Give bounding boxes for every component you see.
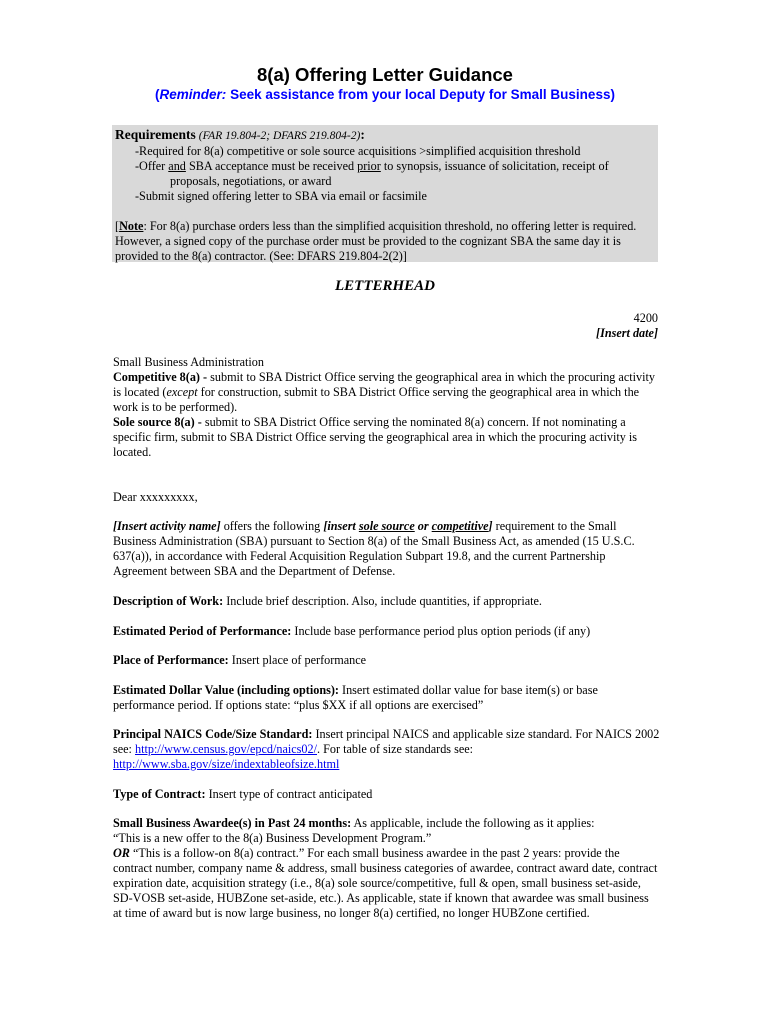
type-of-contract: [113, 787, 660, 802]
period-of-performance: [113, 624, 660, 639]
description-of-work: [113, 594, 660, 609]
note-text: : For 8(a) purchase orders less than the simplified acquisition threshold, no offering letter is required. However, a signed copy of the purchase order must be provided to the cognizant SBA the same day it is provided to the 8(a) contractor. (See: DFARS 219.804-2(2)]: [115, 219, 637, 263]
naics-t1: Insert principal NAICS and applicable size standard. For NAICS 2002 see:: [113, 727, 660, 756]
intro-or: or: [414, 519, 432, 533]
naics-t2: . For table of size standards see:: [317, 742, 474, 756]
requirement-item-1: -Required for 8(a) competitive or sole source acquisitions >simplified acquisition threshold: [135, 144, 581, 158]
requirements-cite: (FAR 19.804-2; DFARS 219.804-2): [198, 130, 361, 142]
req2-and: and: [168, 159, 186, 173]
req2-mid: SBA acceptance must be received: [185, 159, 358, 173]
reminder-text: Seek assistance from your local Deputy for Small Business): [230, 87, 615, 102]
requirement-item-3: -Submit signed offering letter to SBA via email or facsimile: [135, 189, 427, 203]
sole-text: submit to SBA District Office serving the nominated 8(a) concern. If not nominating a specific firm, submit to SBA District Office serving the geographical area in which the procuring activity is located.: [113, 415, 638, 459]
requirements-heading-line: [115, 127, 655, 144]
intro-open: [insert: [323, 519, 359, 533]
requirements-note: [115, 219, 655, 264]
place-text: Insert place of performance: [228, 653, 367, 667]
competitive-text-1: submit to SBA District Office serving the geographical area in which the procuring activity is located (: [113, 370, 655, 399]
req2-post: to synopsis, issuance of solicitation, receipt of: [380, 159, 609, 173]
intro-sole: sole source: [358, 519, 415, 533]
description-text: Include brief description. Also, include quantities, if appropriate.: [223, 594, 542, 608]
competitive-label: Competitive 8(a) -: [113, 370, 208, 384]
intro-paragraph: [113, 519, 660, 579]
competitive-text-2: for construction, submit to SBA District Office serving the geographical area in which the work is to be performed).: [113, 385, 640, 414]
dollar-label: Estimated Dollar Value (including options):: [113, 683, 339, 697]
contract-text: Insert type of contract anticipated: [205, 787, 373, 801]
sole-label: Sole source 8(a) -: [113, 415, 202, 429]
place-label: Place of Performance:: [113, 653, 229, 667]
reminder-paren: (: [155, 87, 160, 102]
estimated-dollar-value: [113, 683, 660, 713]
note-label: Note: [119, 219, 144, 233]
naics-section: [113, 727, 660, 772]
req2-pre: -Offer: [135, 159, 169, 173]
period-label: Estimated Period of Performance:: [113, 624, 292, 638]
address-sole-source: [113, 415, 660, 460]
awardee-section: [113, 816, 660, 921]
insert-date: [Insert date]: [596, 326, 658, 340]
requirements-box: [112, 125, 658, 262]
requirement-item-2: [115, 159, 655, 174]
naics-label: Principal NAICS Code/Size Standard:: [113, 727, 313, 741]
reminder-line: [0, 87, 770, 102]
salutation: Dear xxxxxxxxx,: [113, 490, 198, 504]
requirements-heading: Requirements: [115, 127, 196, 142]
intro-comp: competitive: [431, 519, 489, 533]
note-open: [: [115, 219, 120, 233]
intro-close: ]: [488, 519, 493, 533]
letterhead: LETTERHEAD: [334, 278, 435, 294]
competitive-except: except: [166, 385, 198, 399]
intro-t1: offers the following: [220, 519, 324, 533]
requirements-colon: :: [360, 127, 365, 142]
dollar-text: Insert estimated dollar value for base item(s) or base performance period. If options state: “plus $XX if all options are exercised”: [113, 683, 598, 712]
description-label: Description of Work:: [113, 594, 224, 608]
address-competitive: [113, 370, 660, 415]
awardee-t2: “This is a follow-on 8(a) contract.” For each small business awardee in the past 2 years: provide the contract number, company name & address, small business categories of awardee, contract award date, contract expiration date, acquisition strategy (i.e., 8(a) sole source/competitive, full & open, small business set-aside, SD-VOSB set-aside, HUBZone set-aside, etc.). As applicable, state if known that awardee was small business at time of award but is now large business, no longer 8(a) certified, no longer HUBZone certified.: [113, 846, 658, 920]
address-block: [113, 355, 660, 460]
place-of-performance: [113, 653, 660, 668]
awardee-or: OR: [113, 846, 130, 860]
period-text: Include base performance period plus option periods (if any): [291, 624, 591, 638]
awardee-heading-line: [113, 816, 660, 831]
intro-activity: [Insert activity name]: [113, 519, 221, 533]
requirement-item-2-cont: proposals, negotiations, or award: [170, 174, 332, 188]
contract-label: Type of Contract:: [113, 787, 206, 801]
awardee-followon: [113, 846, 660, 921]
intro-t2: requirement to the Small Business Administration (SBA) pursuant to Section 8(a) of the Small Business Act, as amended (15 U.S.C. 637(a)), in accordance with Federal Acquisition Regulation Subpart 19.8, and the current Partnership Agreement between SBA and the Department of Defense.: [113, 519, 635, 578]
naics-link[interactable]: http://www.census.gov/epcd/naics02/: [135, 742, 317, 756]
req2-prior: prior: [357, 159, 381, 173]
awardee-label: Small Business Awardee(s) in Past 24 months:: [113, 816, 352, 830]
code-number: 4200: [633, 311, 658, 325]
address-org: Small Business Administration: [113, 355, 264, 369]
reminder-label: Reminder:: [159, 87, 227, 102]
awardee-quote: “This is a new offer to the 8(a) Business Development Program.”: [113, 831, 432, 845]
size-standards-link[interactable]: http://www.sba.gov/size/indextableofsize.html: [113, 757, 340, 771]
awardee-t1: As applicable, include the following as it applies:: [351, 816, 595, 830]
page-title: 8(a) Offering Letter Guidance: [257, 64, 513, 85]
